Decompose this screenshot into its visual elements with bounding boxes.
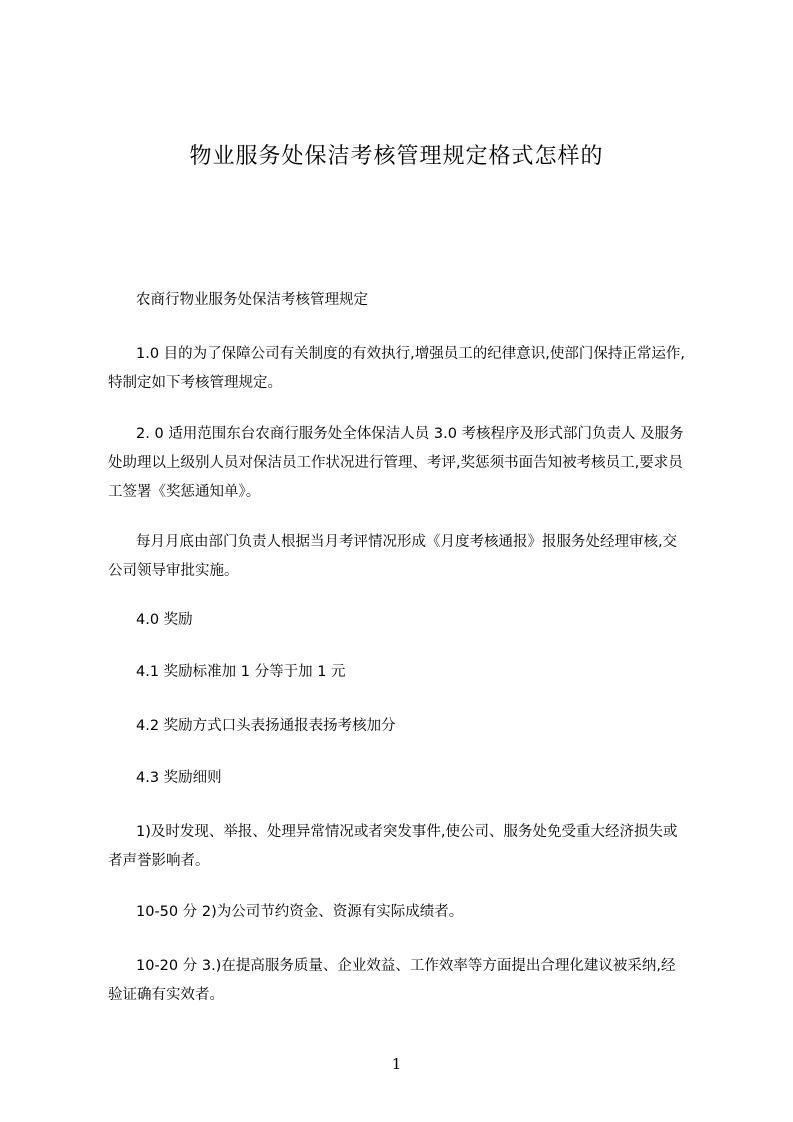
paragraph-reward-item-3: 10-20 分 3.)在提高服务质量、企业效益、工作效率等方面提出合理化建议被采纳,经验证确有实效者。 — [108, 958, 676, 1003]
paragraph-reward-method: 4.2 奖励方式口头表扬通报表扬考核加分 — [136, 718, 396, 734]
paragraph-heading: 农商行物业服务处保洁考核管理规定 — [136, 292, 368, 308]
paragraph-reward-item-1: 1)及时发现、举报、处理异常情况或者突发事件,使公司、服务处免受重大经济损失或者声誉影响者。 — [108, 824, 678, 869]
paragraph-reward-details-heading: 4.3 奖励细则 — [136, 770, 222, 786]
document-title: 物业服务处保洁考核管理规定格式怎样的 — [189, 144, 604, 169]
paragraph-scope-procedure: 2. 0 适用范围东台农商行服务处全体保洁人员 3.0 考核程序及形式部门负责人 及服务处助理以上级别人员对保洁员工作状况进行管理、考评,奖惩须书面告知被考核员工,要求员工签署《奖惩通知单》。 — [108, 426, 684, 500]
section-heading-rewards: 4.0 奖励 — [136, 612, 193, 628]
paragraph-reward-standard: 4.1 奖励标准加 1 分等于加 1 元 — [136, 664, 346, 680]
paragraph-monthly-review: 每月月底由部门负责人根据当月考评情况形成《月度考核通报》报服务处经理审核,交公司领导审批实施。 — [108, 534, 678, 579]
paragraph-reward-item-2: 10-50 分 2)为公司节约资金、资源有实际成绩者。 — [136, 904, 464, 920]
page-number: 1 — [391, 1055, 402, 1073]
paragraph-purpose: 1.0 目的为了保障公司有关制度的有效执行,增强员工的纪律意识,使部门保持正常运作,特制定如下考核管理规定。 — [108, 346, 685, 391]
